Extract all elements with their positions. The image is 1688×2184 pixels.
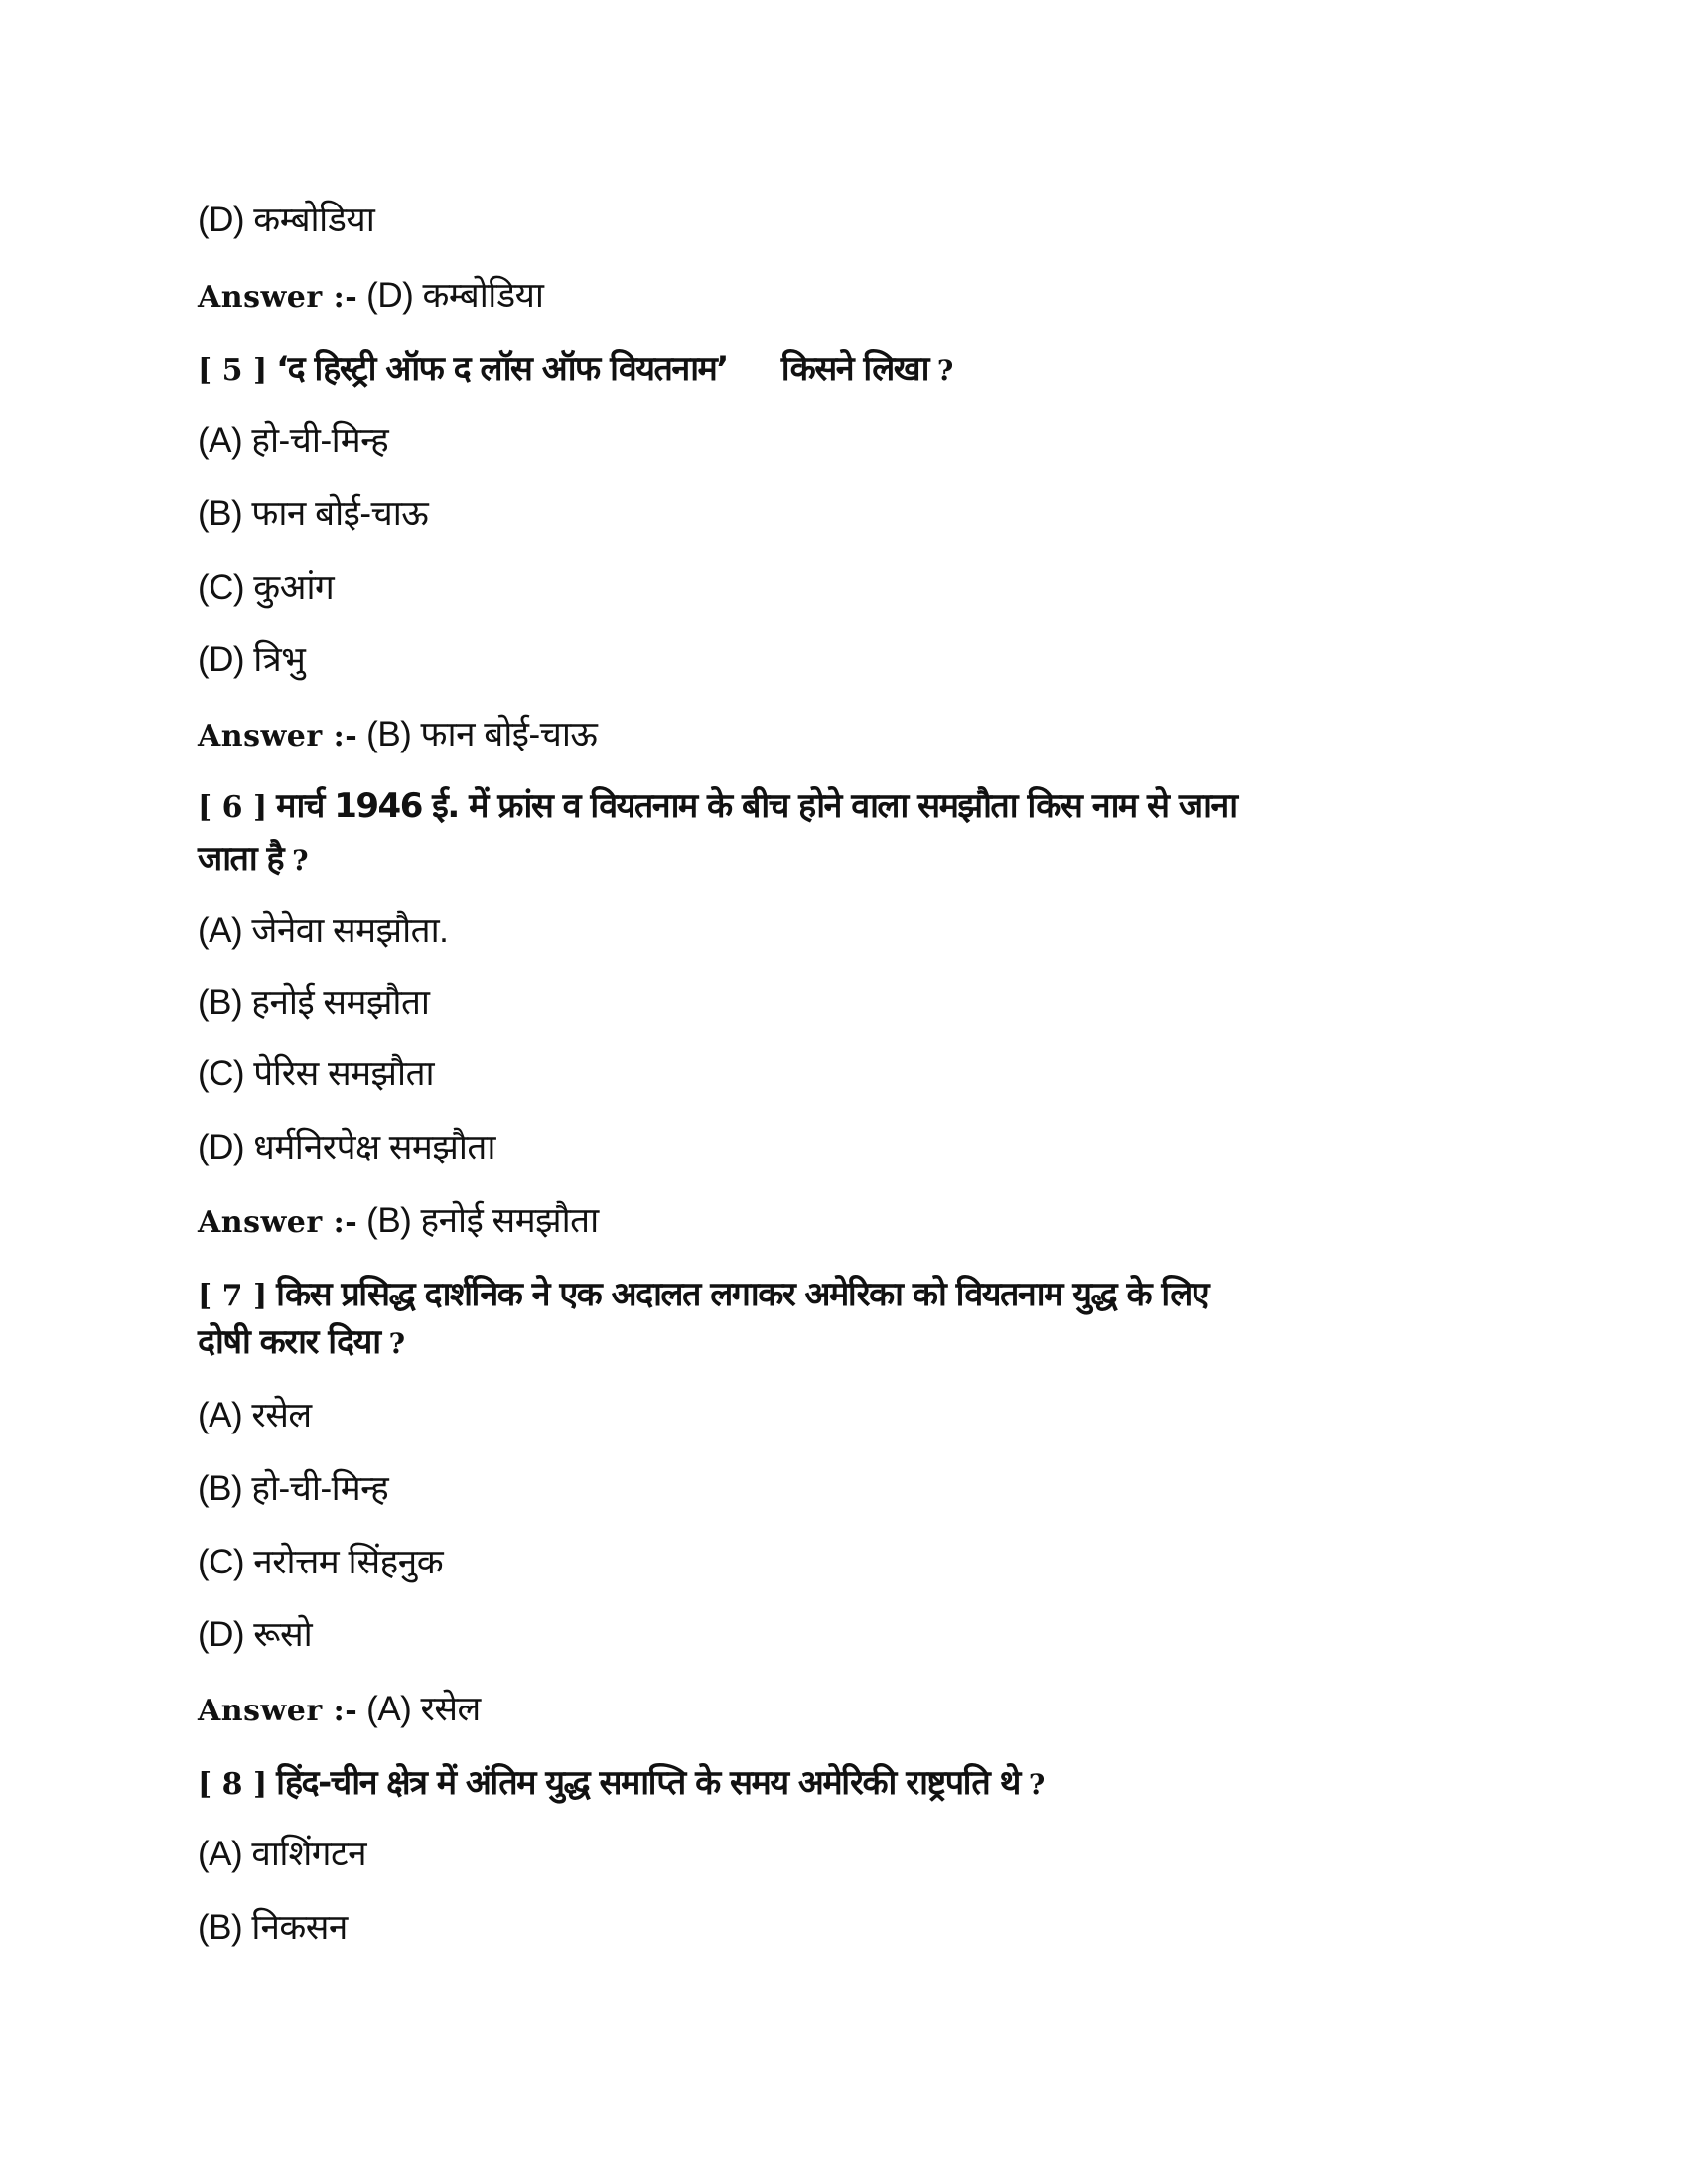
answer-value: (B) फान बोई-चाऊ — [366, 715, 598, 753]
question-5 — [198, 346, 953, 393]
answer-label: Answer :- — [198, 1205, 358, 1240]
q7-option-a: (A) रसेल — [198, 1396, 312, 1434]
question-number: [ 7 ] — [198, 1279, 268, 1313]
answer-label: Answer :- — [198, 280, 358, 315]
q7-option-b: (B) हो-ची-मिन्ह — [198, 1469, 389, 1508]
q7-option-d: (D) रूसो — [198, 1615, 313, 1654]
q6-answer — [198, 1198, 599, 1245]
question-8 — [198, 1760, 1045, 1807]
q5-option-b: (B) फान बोई-चाऊ — [198, 494, 429, 533]
question-text: हिंद-चीन क्षेत्र में अंतिम युद्ध समाप्ति के समय अमेरिकी राष्ट्रपति थे — [276, 1763, 1020, 1803]
q5-option-c: (C) कुआंग — [198, 568, 335, 607]
q8-option-b: (B) निकसन — [198, 1908, 348, 1947]
question-mark: ? — [292, 844, 309, 877]
q6-option-b: (B) हनोई समझौता — [198, 983, 430, 1022]
question-text: किस प्रसिद्ध दार्शनिक ने एक अदालत लगाकर अमेरिका को वियतनाम युद्ध के लिए — [276, 1275, 1209, 1314]
question-number: [ 6 ] — [198, 790, 268, 825]
question-text-cont: जाता है — [198, 839, 284, 879]
question-text: मार्च 1946 ई. में फ्रांस व वियतनाम के बीच होने वाला समझौता किस नाम से जाना — [276, 786, 1237, 826]
q8-option-a: (A) वाशिंगटन — [198, 1835, 367, 1873]
q6-option-a: (A) जेनेवा समझौता. — [198, 911, 449, 950]
question-number: [ 8 ] — [198, 1767, 268, 1802]
q4-option-d: (D) कम्बोडिया — [198, 201, 375, 239]
question-6 — [198, 783, 1237, 830]
question-mark: ? — [388, 1327, 406, 1360]
question-text: ‘द हिस्ट्री ऑफ द लॉस ऑफ वियतनाम’ — [276, 349, 728, 389]
q5-option-d: (D) त्रिभु — [198, 640, 306, 679]
q6-option-c: (C) पेरिस समझौता — [198, 1054, 435, 1093]
question-7-cont — [198, 1319, 405, 1366]
q4-answer — [198, 273, 543, 320]
q5-option-a: (A) हो-ची-मिन्ह — [198, 421, 389, 460]
answer-value: (D) कम्बोडिया — [366, 276, 544, 315]
question-mark: ? — [1028, 1768, 1046, 1801]
question-mark: ? — [936, 354, 954, 387]
q7-option-c: (C) नरोत्तम सिंहनुक — [198, 1543, 444, 1581]
answer-value: (B) हनोई समझौता — [366, 1201, 599, 1240]
question-number: [ 5 ] — [198, 353, 268, 388]
answer-value: (A) रसेल — [366, 1690, 481, 1728]
answer-label: Answer :- — [198, 719, 358, 753]
q7-answer — [198, 1687, 481, 1733]
question-7 — [198, 1272, 1208, 1318]
answer-label: Answer :- — [198, 1694, 358, 1728]
question-text-2: किसने लिखा — [780, 349, 928, 389]
question-text-cont: दोषी करार दिया — [198, 1322, 380, 1362]
q5-answer — [198, 712, 597, 758]
question-6-cont — [198, 836, 309, 883]
q6-option-d: (D) धर्मनिरपेक्ष समझौता — [198, 1128, 495, 1166]
